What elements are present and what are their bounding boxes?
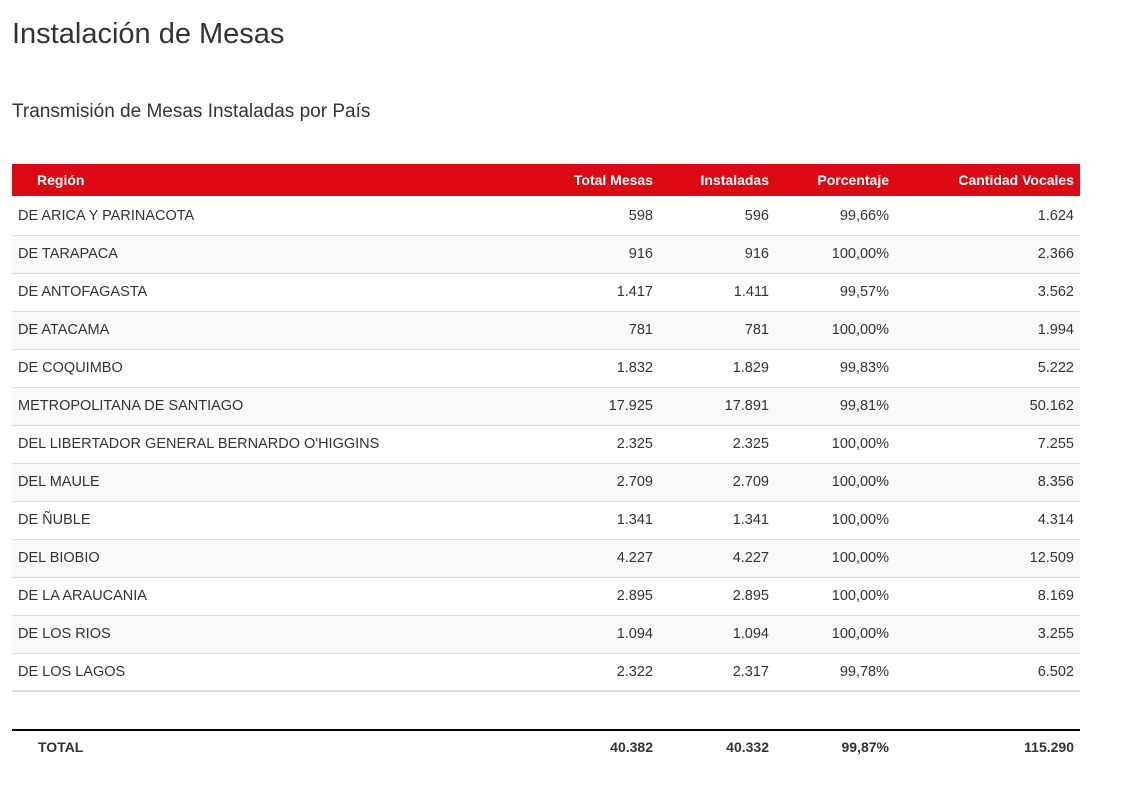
table-row [12,615,1080,653]
cell-total-mesas: 781 [553,311,659,349]
cell-instaladas: 17.891 [659,387,775,425]
cell-cantidad-vocales: 12.509 [895,539,1080,577]
cell-cantidad-vocales: 1.994 [895,311,1080,349]
table-body [12,197,1080,691]
cell-porcentaje: 100,00% [775,501,895,539]
page-title: Instalación de Mesas [12,18,285,50]
column-header-total-mesas: Total Mesas [553,164,659,197]
table-row [12,539,1080,577]
cell-porcentaje: 99,66% [775,197,895,235]
cell-region: DE LOS LAGOS [12,653,553,691]
cell-total-mesas: 1.832 [553,349,659,387]
cell-cantidad-vocales: 7.255 [895,425,1080,463]
cell-cantidad-vocales: 50.162 [895,387,1080,425]
cell-instaladas: 1.341 [659,501,775,539]
cell-porcentaje: 100,00% [775,615,895,653]
total-cantidad-vocales-value: 115.290 [895,730,1080,763]
cell-instaladas: 1.829 [659,349,775,387]
cell-total-mesas: 17.925 [553,387,659,425]
total-porcentaje-value: 99,87% [775,730,895,763]
cell-cantidad-vocales: 1.624 [895,197,1080,235]
cell-instaladas: 2.709 [659,463,775,501]
cell-region: DEL LIBERTADOR GENERAL BERNARDO O'HIGGINS [12,425,553,463]
table-header-row [12,164,1080,197]
cell-region: DE COQUIMBO [12,349,553,387]
cell-region: DE ÑUBLE [12,501,553,539]
cell-region: DEL BIOBIO [12,539,553,577]
cell-instaladas: 2.317 [659,653,775,691]
totals-table [12,729,1080,763]
totals-container [12,729,1080,763]
total-instaladas-value: 40.332 [659,730,775,763]
column-header-instaladas: Instaladas [659,164,775,197]
cell-porcentaje: 99,83% [775,349,895,387]
cell-total-mesas: 2.895 [553,577,659,615]
cell-porcentaje: 100,00% [775,463,895,501]
cell-total-mesas: 2.709 [553,463,659,501]
page-subtitle: Transmisión de Mesas Instaladas por País [12,101,371,122]
cell-region: METROPOLITANA DE SANTIAGO [12,387,553,425]
total-label: TOTAL [12,730,553,763]
table-row [12,197,1080,235]
cell-total-mesas: 1.417 [553,273,659,311]
table-row [12,425,1080,463]
cell-instaladas: 916 [659,235,775,273]
cell-instaladas: 596 [659,197,775,235]
total-row [12,730,1080,763]
table-row [12,577,1080,615]
cell-porcentaje: 100,00% [775,311,895,349]
cell-cantidad-vocales: 3.562 [895,273,1080,311]
column-header-porcentaje: Porcentaje [775,164,895,197]
cell-instaladas: 2.325 [659,425,775,463]
cell-cantidad-vocales: 2.366 [895,235,1080,273]
cell-cantidad-vocales: 6.502 [895,653,1080,691]
cell-region: DE ANTOFAGASTA [12,273,553,311]
results-table-container [12,164,1080,692]
cell-cantidad-vocales: 3.255 [895,615,1080,653]
cell-instaladas: 1.411 [659,273,775,311]
cell-region: DE ARICA Y PARINACOTA [12,197,553,235]
cell-porcentaje: 99,78% [775,653,895,691]
table-row [12,235,1080,273]
cell-cantidad-vocales: 4.314 [895,501,1080,539]
table-row [12,501,1080,539]
table-row [12,387,1080,425]
table-row [12,273,1080,311]
cell-region: DEL MAULE [12,463,553,501]
cell-instaladas: 2.895 [659,577,775,615]
cell-total-mesas: 1.341 [553,501,659,539]
cell-region: DE LOS RIOS [12,615,553,653]
cell-total-mesas: 1.094 [553,615,659,653]
table-row [12,311,1080,349]
cell-region: DE TARAPACA [12,235,553,273]
table-header [12,164,1080,197]
results-table [12,164,1080,692]
column-header-region: Región [12,164,553,197]
cell-region: DE ATACAMA [12,311,553,349]
cell-porcentaje: 99,81% [775,387,895,425]
cell-porcentaje: 100,00% [775,577,895,615]
cell-cantidad-vocales: 5.222 [895,349,1080,387]
cell-cantidad-vocales: 8.169 [895,577,1080,615]
table-row [12,653,1080,691]
table-row [12,349,1080,387]
total-mesas-value: 40.382 [553,730,659,763]
cell-total-mesas: 4.227 [553,539,659,577]
cell-total-mesas: 598 [553,197,659,235]
cell-total-mesas: 2.322 [553,653,659,691]
column-header-cantidad-vocales: Cantidad Vocales [895,164,1080,197]
cell-region: DE LA ARAUCANIA [12,577,553,615]
cell-instaladas: 1.094 [659,615,775,653]
cell-total-mesas: 2.325 [553,425,659,463]
cell-instaladas: 781 [659,311,775,349]
cell-porcentaje: 100,00% [775,539,895,577]
cell-porcentaje: 100,00% [775,235,895,273]
cell-instaladas: 4.227 [659,539,775,577]
cell-total-mesas: 916 [553,235,659,273]
cell-porcentaje: 100,00% [775,425,895,463]
cell-porcentaje: 99,57% [775,273,895,311]
table-row [12,463,1080,501]
cell-cantidad-vocales: 8.356 [895,463,1080,501]
